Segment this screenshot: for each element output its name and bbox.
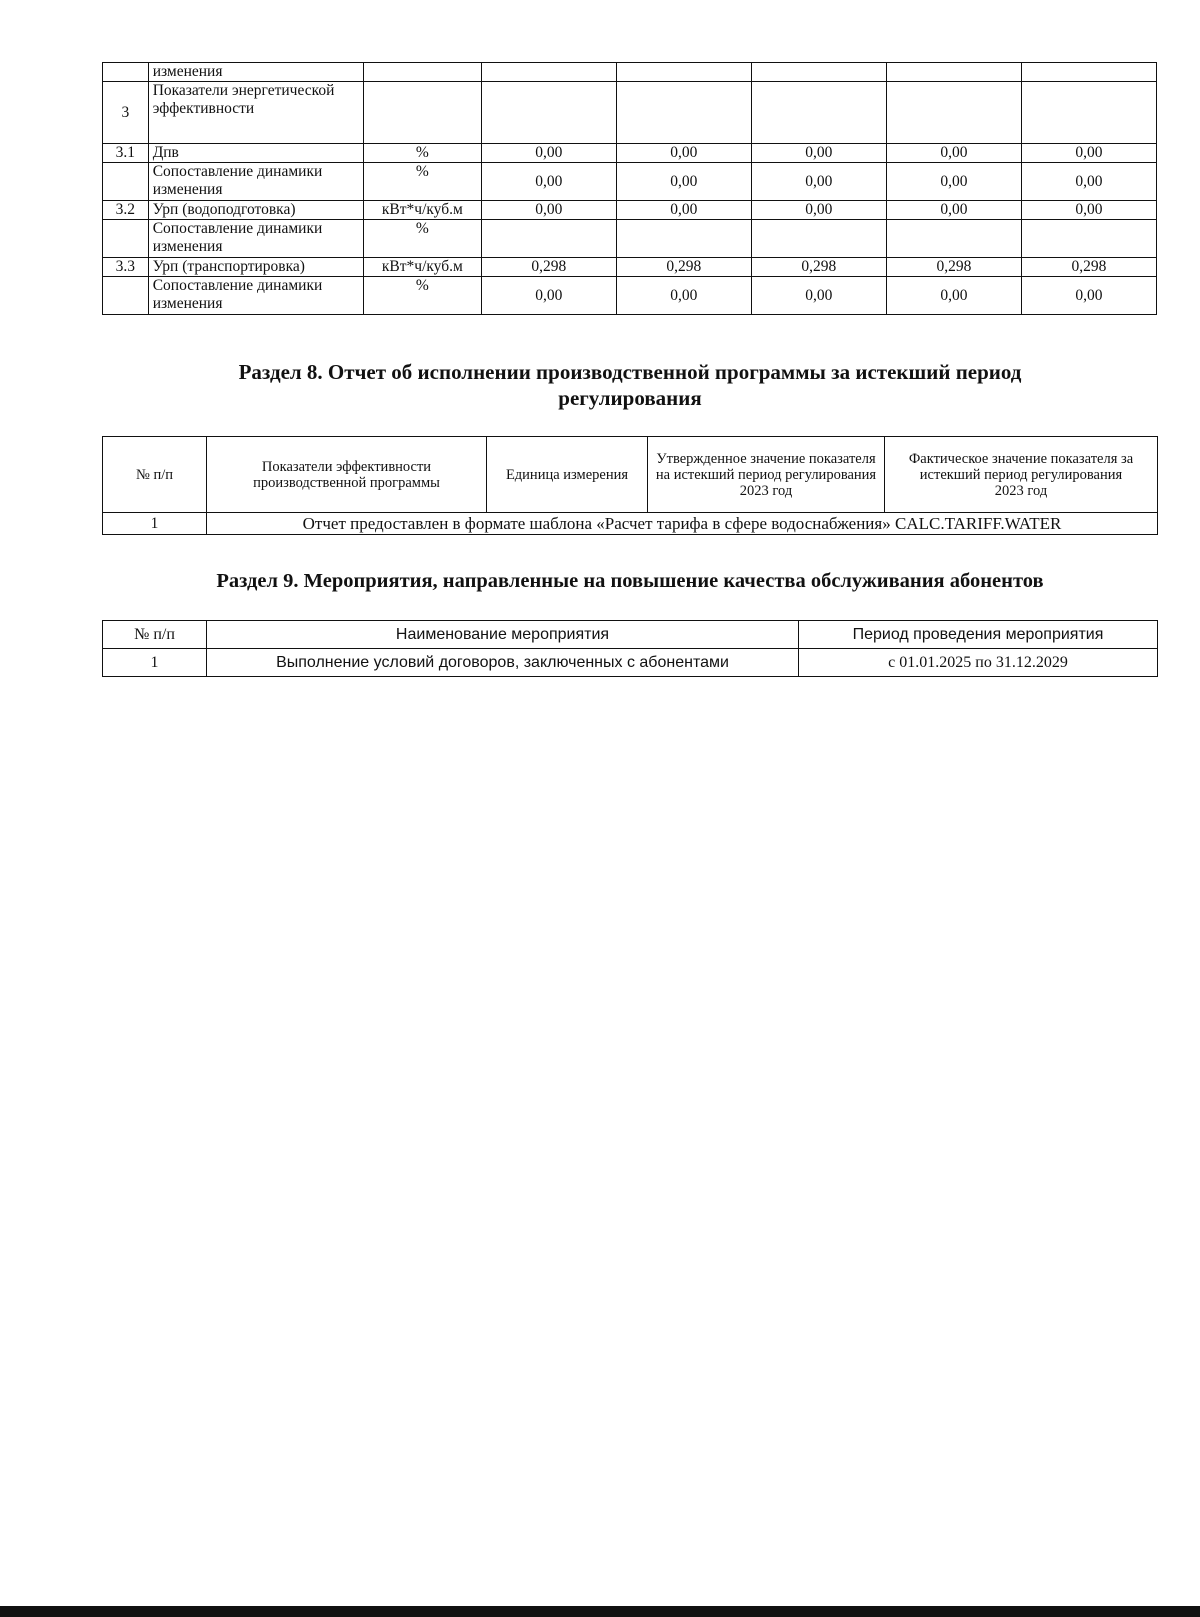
section8-header-indicators: Показатели эффективности производственной программы xyxy=(207,437,487,513)
value-cell: 0,298 xyxy=(886,258,1021,277)
energy-table-body xyxy=(103,63,1157,315)
value-cell: 0,00 xyxy=(751,277,886,315)
value-cell xyxy=(886,220,1021,258)
section9-header-num: № п/п xyxy=(103,621,207,649)
section8-heading-line1: Раздел 8. Отчет об исполнении производственной программы за истекший период xyxy=(238,360,1022,384)
value-cell: 0,298 xyxy=(481,258,616,277)
section8-header-row xyxy=(103,437,1158,513)
energy-table-row xyxy=(103,144,1157,163)
value-cell: 0,00 xyxy=(751,201,886,220)
value-cell xyxy=(481,63,616,82)
section9-row-period: с 01.01.2025 по 31.12.2029 xyxy=(799,649,1158,677)
value-cell xyxy=(481,82,616,144)
indicator-name-cell: Сопоставление динамики изменения xyxy=(148,277,363,315)
value-cell: 0,00 xyxy=(481,144,616,163)
unit-cell: % xyxy=(363,277,481,315)
value-cell: 0,00 xyxy=(616,201,751,220)
energy-table-row xyxy=(103,258,1157,277)
value-cell xyxy=(1021,220,1156,258)
value-cell xyxy=(1021,63,1156,82)
value-cell: 0,00 xyxy=(616,277,751,315)
section9-table xyxy=(102,620,1158,677)
row-number-cell: 3.1 xyxy=(103,144,149,163)
section8-header-actual-text: Фактическое значение показателя за истекший период регулирования xyxy=(908,450,1134,483)
value-cell: 0,00 xyxy=(1021,144,1156,163)
value-cell xyxy=(616,63,751,82)
section9-header-name: Наименование мероприятия xyxy=(207,621,799,649)
section8-row-num: 1 xyxy=(103,513,207,535)
value-cell: 0,00 xyxy=(886,201,1021,220)
section8-header-unit: Единица измерения xyxy=(487,437,648,513)
section8-header-approved-year: 2023 год xyxy=(739,482,793,499)
unit-cell xyxy=(363,63,481,82)
value-cell: 0,00 xyxy=(1021,277,1156,315)
indicator-name-cell: Дпв xyxy=(148,144,363,163)
energy-table-row xyxy=(103,220,1157,258)
unit-cell: кВт*ч/куб.м xyxy=(363,201,481,220)
value-cell xyxy=(1021,82,1156,144)
indicator-name-cell: Сопоставление динамики изменения xyxy=(148,163,363,201)
section8-table xyxy=(102,436,1158,535)
value-cell: 0,00 xyxy=(481,163,616,201)
value-cell xyxy=(886,63,1021,82)
value-cell: 0,00 xyxy=(1021,201,1156,220)
unit-cell: % xyxy=(363,220,481,258)
value-cell xyxy=(751,220,886,258)
energy-table-row xyxy=(103,82,1157,144)
value-cell: 0,298 xyxy=(1021,258,1156,277)
energy-table-row xyxy=(103,163,1157,201)
value-cell: 0,298 xyxy=(751,258,886,277)
unit-cell: % xyxy=(363,163,481,201)
unit-cell: кВт*ч/куб.м xyxy=(363,258,481,277)
section8-row-text: Отчет предоставлен в формате шаблона «Расчет тарифа в сфере водоснабжения» CALC.TARIFF.WATER xyxy=(207,513,1158,535)
unit-cell: % xyxy=(363,144,481,163)
value-cell: 0,00 xyxy=(886,163,1021,201)
value-cell: 0,00 xyxy=(481,201,616,220)
section8-header-approved xyxy=(648,437,885,513)
value-cell: 0,00 xyxy=(751,144,886,163)
section9-row-num: 1 xyxy=(103,649,207,677)
row-number-cell xyxy=(103,63,149,82)
value-cell: 0,00 xyxy=(616,144,751,163)
indicator-name-cell: изменения xyxy=(148,63,363,82)
energy-efficiency-table xyxy=(102,62,1157,315)
indicator-name-cell: Урп (водоподготовка) xyxy=(148,201,363,220)
section9-header-period: Период проведения мероприятия xyxy=(799,621,1158,649)
value-cell: 0,00 xyxy=(886,144,1021,163)
value-cell: 0,00 xyxy=(886,277,1021,315)
row-number-cell xyxy=(103,220,149,258)
section9-row xyxy=(103,649,1158,677)
section8-row xyxy=(103,513,1158,535)
scan-bottom-border xyxy=(0,1606,1200,1617)
value-cell xyxy=(616,82,751,144)
value-cell xyxy=(886,82,1021,144)
value-cell xyxy=(481,220,616,258)
energy-table-row xyxy=(103,63,1157,82)
energy-table-row xyxy=(103,201,1157,220)
row-number-cell: 3.2 xyxy=(103,201,149,220)
row-number-cell: 3.3 xyxy=(103,258,149,277)
value-cell: 0,00 xyxy=(481,277,616,315)
value-cell xyxy=(616,220,751,258)
row-number-cell xyxy=(103,163,149,201)
indicator-name-cell: Сопоставление динамики изменения xyxy=(148,220,363,258)
section9-heading: Раздел 9. Мероприятия, направленные на повышение качества обслуживания абонентов xyxy=(216,570,1044,592)
section8-header-num: № п/п xyxy=(103,437,207,513)
value-cell: 0,298 xyxy=(616,258,751,277)
row-number-cell: 3 xyxy=(103,82,149,144)
section9-row-name: Выполнение условий договоров, заключенных с абонентами xyxy=(207,649,799,677)
value-cell xyxy=(751,82,886,144)
section9-header-row xyxy=(103,621,1158,649)
indicator-name-cell: Показатели энергетической эффективности xyxy=(148,82,363,144)
section8-header-approved-text: Утвержденное значение показателя на истекший период регулирования xyxy=(655,450,877,483)
value-cell: 0,00 xyxy=(751,163,886,201)
section8-heading xyxy=(80,359,1180,411)
energy-table-row xyxy=(103,277,1157,315)
unit-cell xyxy=(363,82,481,144)
value-cell: 0,00 xyxy=(1021,163,1156,201)
value-cell: 0,00 xyxy=(616,163,751,201)
row-number-cell xyxy=(103,277,149,315)
value-cell xyxy=(751,63,886,82)
indicator-name-cell: Урп (транспортировка) xyxy=(148,258,363,277)
section8-heading-line2: регулирования xyxy=(558,386,702,410)
section8-header-actual xyxy=(885,437,1158,513)
section8-header-actual-year: 2023 год xyxy=(994,482,1048,499)
